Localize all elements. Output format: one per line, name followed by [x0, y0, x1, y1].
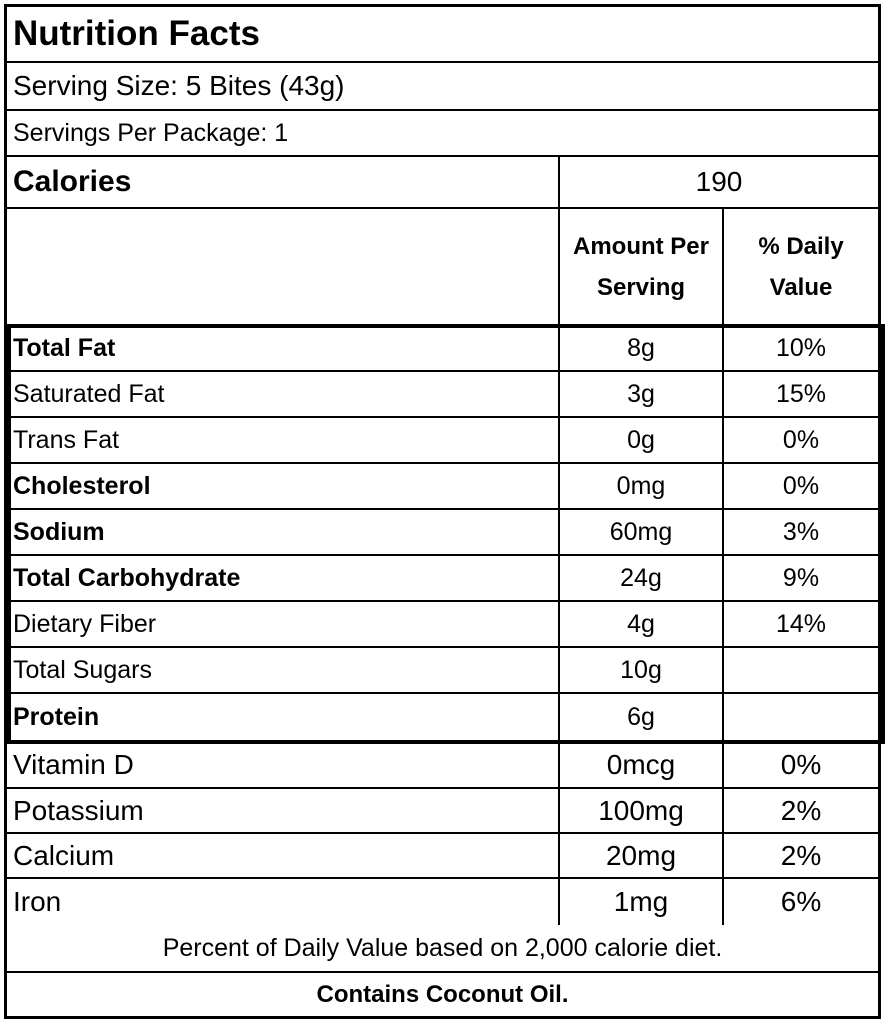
nutrient-row [7, 372, 878, 418]
nutrient-row [7, 418, 878, 464]
calories-row [7, 157, 878, 209]
servings-per-package: Servings Per Package: 1 [13, 118, 289, 147]
nutrient-name: Sodium [13, 517, 105, 546]
serving-size-row [7, 63, 878, 111]
nutrient-amount: 4g [627, 609, 655, 638]
nutrient-name: Dietary Fiber [13, 609, 157, 638]
nutrient-name: Protein [13, 702, 100, 731]
nutrient-name: Cholesterol [13, 471, 151, 500]
nutrient-amount: 6g [627, 702, 655, 731]
allergen-row [7, 973, 878, 1016]
nutrition-facts-panel [4, 4, 881, 1019]
panel-title: Nutrition Facts [13, 14, 260, 53]
nutrient-row [7, 694, 878, 742]
amount-per-serving-header: Amount Per Serving [572, 232, 709, 301]
daily-value-header: % Daily Value [758, 232, 844, 301]
nutrient-amount: 60mg [609, 517, 673, 546]
nutrient-amount: 1mg [613, 886, 669, 917]
nutrient-row [7, 464, 878, 510]
nutrient-amount: 24g [620, 563, 662, 592]
nutrient-name: Iron [13, 886, 62, 917]
nutrient-daily-value: 15% [775, 379, 827, 408]
nutrient-row [7, 556, 878, 602]
title-row [7, 7, 878, 63]
nutrient-name: Potassium [13, 794, 144, 826]
nutrient-daily-value: 10% [775, 333, 827, 362]
nutrient-name: Calcium [13, 839, 115, 871]
nutrient-name: Total Fat [13, 333, 116, 362]
nutrient-row [7, 648, 878, 694]
nutrient-name: Vitamin D [13, 748, 134, 780]
nutrient-amount: 3g [627, 379, 655, 408]
nutrient-amount: 20mg [605, 839, 677, 871]
nutrient-name: Total Sugars [13, 655, 152, 684]
nutrient-row [7, 602, 878, 648]
nutrient-amount: 0g [627, 425, 655, 454]
nutrient-amount: 8g [627, 333, 655, 362]
serving-size: Serving Size: 5 Bites (43g) [13, 70, 345, 101]
nutrient-row [7, 326, 878, 372]
nutrient-daily-value: 14% [775, 609, 827, 638]
servings-per-package-row [7, 111, 878, 157]
nutrient-daily-value: 9% [782, 563, 820, 592]
nutrient-amount: 10g [620, 655, 662, 684]
nutrient-row [7, 510, 878, 556]
daily-value-footnote: Percent of Daily Value based on 2,000 calorie diet. [162, 933, 723, 962]
nutrient-row [7, 742, 878, 789]
nutrient-name: Saturated Fat [13, 379, 165, 408]
calories-value: 190 [695, 166, 743, 197]
nutrient-daily-value: 2% [780, 839, 822, 871]
nutrient-amount: 0mg [616, 471, 666, 500]
nutrient-daily-value: 0% [782, 425, 820, 454]
nutrient-row [7, 789, 878, 834]
footnote-row [7, 925, 878, 973]
nutrient-daily-value: 3% [782, 517, 820, 546]
nutrient-daily-value: 2% [780, 794, 822, 826]
nutrient-daily-value: 6% [780, 886, 822, 917]
nutrient-row [7, 879, 878, 925]
nutrient-amount: 0mcg [606, 748, 676, 780]
nutrient-daily-value: 0% [780, 748, 822, 780]
nutrient-daily-value: 0% [782, 471, 820, 500]
nutrient-name: Trans Fat [13, 425, 120, 454]
calories-label: Calories [13, 165, 132, 198]
allergen-statement: Contains Coconut Oil. [316, 980, 569, 1008]
nutrient-row [7, 834, 878, 879]
nutrient-name: Total Carbohydrate [13, 563, 241, 592]
nutrient-amount: 100mg [598, 794, 684, 826]
column-header-row [7, 209, 878, 326]
